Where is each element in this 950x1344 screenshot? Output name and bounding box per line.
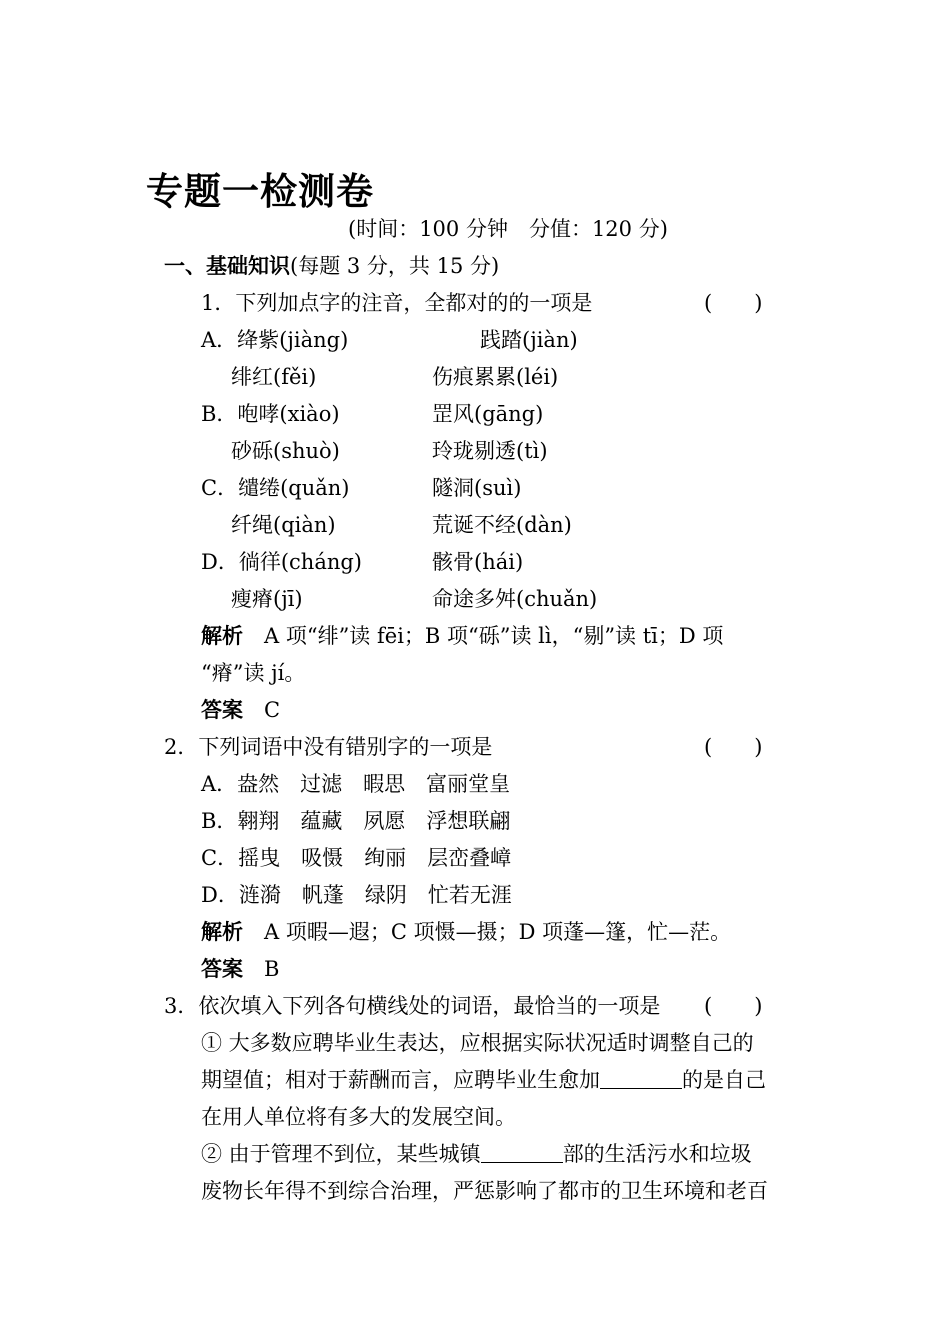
q1-option-c-word1: C．缱绻(quǎn) — [201, 476, 350, 500]
q1-option-b-word3: 砂砾(shuò) — [231, 439, 340, 463]
question-2-stem: 2．下列词语中没有错别字的一项是 — [164, 735, 493, 759]
q3-text-part: ② 由于管理不到位，某些城镇 — [201, 1142, 481, 1166]
q1-option-d-word3: 瘦瘠(jī) — [231, 587, 303, 611]
q1-option-a-word3: 绯红(fěi) — [231, 365, 317, 389]
question-2-bracket: ( ) — [704, 735, 763, 759]
answer-label: 答案 — [201, 957, 243, 981]
q3-sentence-1-line-1: ① 大多数应聘毕业生表达，应根据实际状况适时调整自己的 — [201, 1031, 754, 1055]
q3-sentence-1-line-3: 在用人单位将有多大的发展空间。 — [201, 1105, 516, 1129]
section-note: (每题 3 分，共 15 分) — [290, 254, 500, 278]
q2-answer — [201, 951, 279, 987]
page-title: 专题一检测卷 — [146, 170, 374, 213]
q3-text-part: 部的生活污水和垃圾 — [562, 1142, 752, 1166]
question-1-stem: 1．下列加点字的注音，全都对的的一项是 — [201, 291, 593, 315]
q2-option-b: B．翱翔 蕴藏 夙愿 浮想联翩 — [201, 809, 511, 833]
q1-option-d-word1: D．徜徉(cháng) — [201, 550, 362, 574]
q3-sentence-2-line-1 — [201, 1136, 752, 1172]
answer-value: B — [264, 957, 280, 981]
q1-analysis-cont: “瘠”读 jí。 — [201, 661, 306, 685]
analysis-text: A 项暇—遐；C 项慑—摄；D 项蓬—篷，忙—茫。 — [264, 920, 732, 944]
q1-analysis — [201, 618, 723, 654]
q1-option-b-word2: 罡风(gāng) — [432, 402, 544, 426]
q1-option-d-word4: 命途多舛(chuǎn) — [432, 587, 598, 611]
q1-option-a-word1: A．绛紫(jiàng) — [201, 328, 349, 352]
analysis-label: 解析 — [201, 624, 243, 648]
q2-analysis — [201, 914, 731, 950]
q3-text-part: 的是自己 — [682, 1068, 766, 1092]
q1-option-c-word2: 隧洞(suì) — [432, 476, 522, 500]
q3-sentence-2-line-2: 废物长年得不到综合治理，严惩影响了都市的卫生环境和老百 — [201, 1179, 768, 1203]
q1-option-a-word2: 践踏(jiàn) — [480, 328, 578, 352]
q1-option-c-word3: 纤绳(qiàn) — [231, 513, 336, 537]
q2-option-d: D．涟漪 帆蓬 绿阴 忙若无涯 — [201, 883, 512, 907]
section-heading — [164, 248, 499, 284]
q2-option-a: A．盎然 过滤 暇思 富丽堂皇 — [201, 772, 511, 796]
fill-blank-2 — [481, 1142, 563, 1163]
section-title: 一、基础知识 — [164, 254, 290, 278]
analysis-text: A 项“绯”读 fēi；B 项“砾”读 lì，“剔”读 tī；D 项 — [264, 624, 724, 648]
q3-text-part: 期望值；相对于薪酬而言，应聘毕业生愈加 — [201, 1068, 600, 1092]
q1-option-a-word4: 伤痕累累(léi) — [432, 365, 559, 389]
exam-time-score: (时间：100 分钟 分值：120 分) — [348, 217, 668, 241]
q1-option-d-word2: 骸骨(hái) — [432, 550, 524, 574]
q1-option-c-word4: 荒诞不经(dàn) — [432, 513, 572, 537]
question-1-bracket: ( ) — [704, 291, 763, 315]
answer-label: 答案 — [201, 698, 243, 722]
q2-option-c: C．摇曳 吸慑 绚丽 层峦叠嶂 — [201, 846, 512, 870]
q3-sentence-1-line-2 — [201, 1062, 766, 1098]
analysis-label: 解析 — [201, 920, 243, 944]
question-3-bracket: ( ) — [704, 994, 763, 1018]
fill-blank-1 — [600, 1068, 682, 1089]
answer-value: C — [264, 698, 281, 722]
q1-option-b-word1: B．咆哮(xiào) — [201, 402, 340, 426]
q1-option-b-word4: 玲珑剔透(tì) — [432, 439, 548, 463]
question-3-stem: 3．依次填入下列各句横线处的词语，最恰当的一项是 — [164, 994, 661, 1018]
q1-answer — [201, 692, 280, 728]
